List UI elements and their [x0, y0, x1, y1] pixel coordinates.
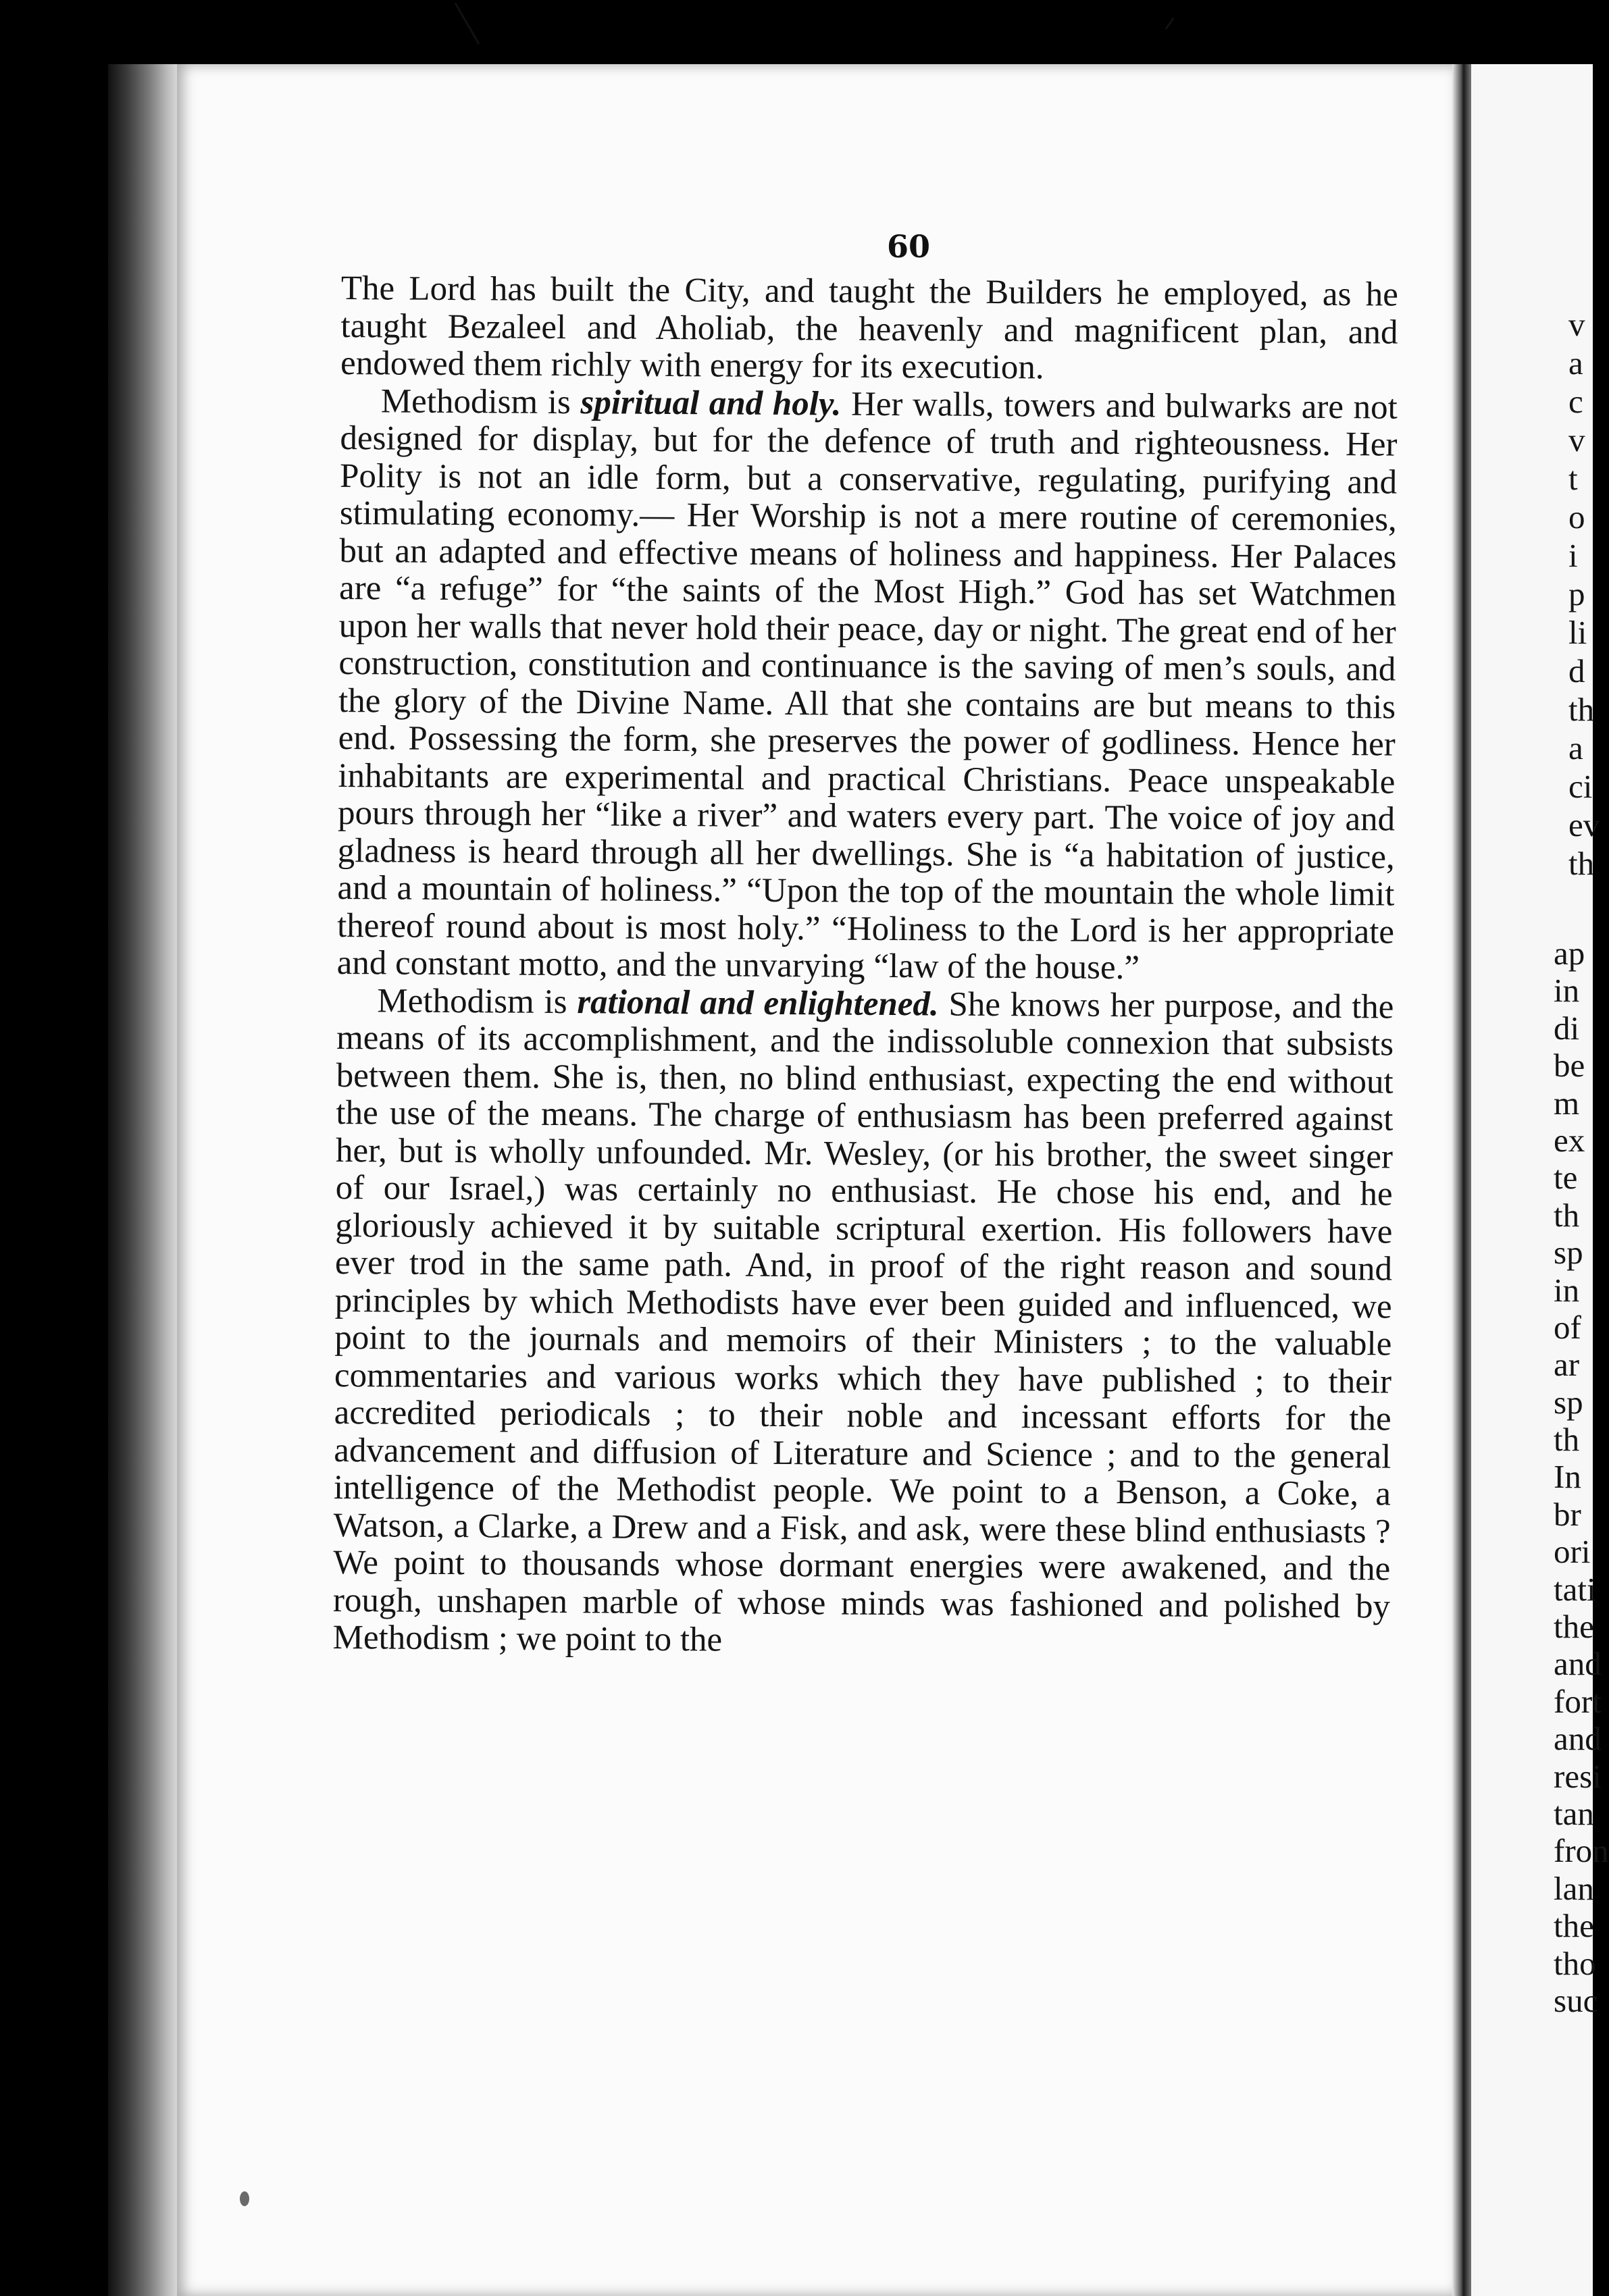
page-body-text — [332, 270, 1398, 1663]
fragment-line: In — [1554, 1458, 1581, 1496]
fragment-line: sp — [1554, 1383, 1583, 1421]
fragment-line: suc — [1554, 1981, 1598, 2019]
fragment-line: o — [1568, 498, 1585, 536]
fragment-line: te — [1554, 1159, 1578, 1197]
fragment-line: li — [1568, 614, 1587, 651]
scan-artifact-dot — [240, 2191, 249, 2206]
fragment-line: ex — [1554, 1121, 1585, 1159]
fragment-line: ap — [1554, 935, 1585, 972]
paragraph-1 — [340, 270, 1398, 389]
fragment-line: v — [1568, 306, 1585, 343]
book-spine-shadow — [1452, 64, 1471, 2296]
paragraph-3-emphasis: rational and enlightened. — [577, 983, 939, 1023]
paragraph-3-run-1: Methodism is — [377, 981, 578, 1021]
fragment-line: of — [1554, 1308, 1581, 1346]
fragment-line: di — [1554, 1009, 1580, 1047]
fragment-line: in — [1554, 1271, 1580, 1309]
facing-page-lower-fragments — [1554, 934, 1609, 2018]
fragment-line: a — [1568, 344, 1583, 382]
left-binding-gutter — [108, 64, 182, 2296]
fragment-line: and — [1554, 1645, 1602, 1683]
fragment-line: ci — [1568, 768, 1593, 805]
fragment-line: t — [1568, 460, 1578, 497]
paragraph-2-emphasis: spiritual and holy. — [580, 383, 842, 423]
fragment-line: i — [1568, 537, 1578, 574]
fragment-line: th — [1568, 691, 1595, 728]
fragment-line: fort — [1554, 1682, 1602, 1720]
facing-page-upper-fragments — [1568, 305, 1600, 883]
fragment-line: br — [1554, 1495, 1581, 1533]
fragment-line: tati — [1554, 1570, 1596, 1608]
fragment-line: lan — [1554, 1869, 1594, 1907]
fragment-line: v — [1568, 421, 1585, 459]
fragment-line: th — [1554, 1196, 1580, 1234]
fragment-line: m — [1554, 1084, 1580, 1122]
fragment-line: the — [1554, 1907, 1594, 1945]
paragraph-2-run-1: Methodism is — [380, 382, 581, 421]
fragment-line: ev — [1568, 806, 1600, 843]
scan-scratch — [1165, 18, 1175, 30]
page-number: 60 — [886, 228, 930, 265]
fragment-line: a — [1568, 729, 1583, 766]
paragraph-3-run-3: She knows her purpose, and the means of its accomplishment, and the indissoluble connexion that subsists between them. She is, then, no blind enthusiast, expecting the end without the use of the means. The charge of enthusiasm has been preferred against her, but is wholly unfounded. Mr. Wesley, (or his brother, the sweet singer of our Israel,) was certainly no enthusiast. He chose his end, and he gloriously achieved it by suitable scriptural exertion. His followers have ever trod in the same path. And, in proof of the right reason and sound principles by which Methodists have ever been guided and influenced, we point to the journals and memoirs of their Ministers ; to the valuable commentaries and various works which they have published ; to their accredited periodicals ; to their noble and incessant efforts for the advancement and diffusion of Literature and Science ; and to the general intelligence of the Methodist people. We point to a Benson, a Coke, a Watson, a Clarke, a Drew and a Fisk, and ask, were these blind enthusiasts ? We point to thousands whose dormant energies were awakened, and the rough, unshapen marble of whose minds was fashioned and polished by Methodism ; we point to the — [332, 985, 1394, 1659]
fragment-line: the — [1554, 1608, 1594, 1646]
fragment-line: p — [1568, 575, 1585, 612]
fragment-line: th — [1554, 1421, 1580, 1459]
fragment-line: c — [1568, 383, 1583, 420]
paragraph-1-run-1: The Lord has built the City, and taught the Builders he employed, as he taught Bezaleel and Aholiab, the heavenly and magnificent plan, and endowed them richly with energy for its execution. — [340, 269, 1398, 387]
fragment-line: fron — [1554, 1832, 1609, 1870]
fragment-line: sp — [1554, 1234, 1583, 1272]
fragment-line: in — [1554, 972, 1580, 1010]
scan-scratch — [455, 3, 480, 45]
paragraph-3 — [332, 982, 1394, 1663]
fragment-line: be — [1554, 1047, 1585, 1085]
fragment-line: th — [1568, 845, 1595, 882]
fragment-line: ar — [1554, 1346, 1580, 1384]
fragment-line: d — [1568, 652, 1585, 689]
paragraph-2-run-3: Her walls, towers and bulwarks are not designed for display, but for the defence of truth and righteousness. Her Polity is not an idle form, but a conservative, regulating, purifying and stimulating economy.— Her Worship is not a mere routine of ceremonies, but an adapted and effective means of holiness and happiness. Her Palaces are “a refuge” for “the saints of the Most High.” God has set Watchmen upon her walls that never hold their peace, day or night. The great end of her construction, constitution and continuance is the saving of men’s souls, and the glory of the Divine Name. All that she contains are but means to this end. Possessing the form, she preserves the power of godliness. Hence her inhabitants are experimental and practical Christians. Peace unspeakable pours through her “like a river” and waters every part. The voice of joy and gladness is heard through all her dwellings. She is “a habitation of justice, and a mountain of holiness.” “Upon the top of the mountain the whole limit thereof round about is most holy.” “Holiness to the Lord is her appropriate and constant motto, and the unvarying “law of the house.” — [336, 385, 1398, 987]
paragraph-2 — [337, 382, 1398, 989]
fragment-line: tho — [1554, 1944, 1596, 1982]
fragment-line: tan — [1554, 1794, 1594, 1832]
fragment-line: resi — [1554, 1757, 1602, 1795]
fragment-line: ori — [1554, 1533, 1591, 1571]
fragment-line: and — [1554, 1720, 1602, 1758]
